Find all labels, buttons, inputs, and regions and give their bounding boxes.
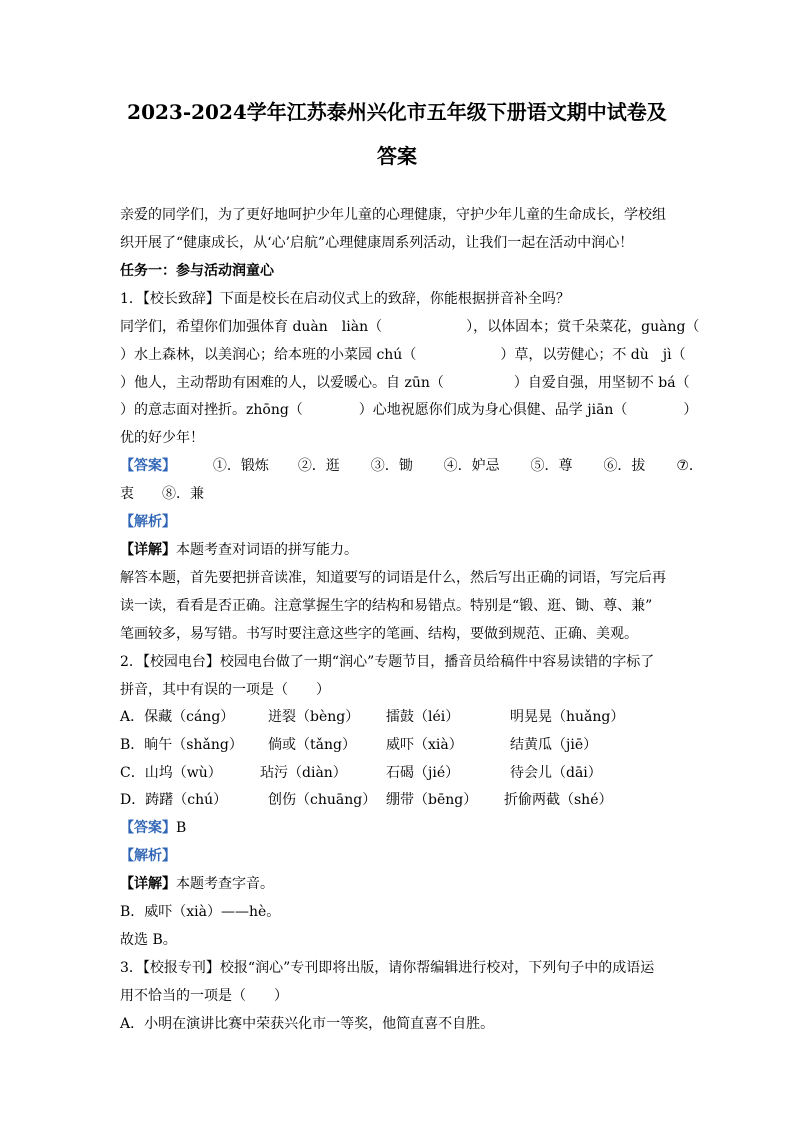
q1-answer-item: ②．逛 — [297, 458, 340, 474]
q2-option-row-a — [120, 706, 624, 726]
q2-option-b-2: 倘或（tǎng） — [268, 737, 356, 753]
q1-explain-1: 解答本题，首先要把拼音读准，知道要写的词语是什么，然后写出正确的词语，写完后再 — [120, 570, 666, 586]
document-title-line1: 2023-2024学年江苏泰州兴化市五年级下册语文期中试卷及 — [127, 100, 667, 124]
task1-heading: 任务一：参与活动润童心 — [120, 263, 274, 279]
q2-option-c-3: 石碣（jié） — [386, 765, 460, 781]
q1-answer-item: ⑦． — [676, 458, 703, 474]
q2-option-a-2: 迸裂（bèng） — [268, 709, 360, 725]
q1-explain-2: 读一读，看看是否正确。注意掌握生字的结构和易错点。特别是“锻、逛、锄、尊、兼” — [120, 598, 653, 614]
q1-detail-text: 本题考查对词语的拼写能力。 — [176, 542, 358, 558]
q1-answer-line-2: 衷 ⑧．兼 — [120, 486, 204, 502]
q1-answer-label: 【答案】 — [120, 458, 176, 474]
q2-option-row-c — [120, 762, 602, 782]
intro-line-2: 织开展了“健康成长，从‘心’启航”心理健康周系列活动，让我们一起在活动中润心！ — [120, 235, 634, 251]
q2-stem-1: 2．【校园电台】校园电台做了一期“润心”专题节目，播音员给稿件中容易读错的字标了 — [120, 654, 655, 670]
q1-answer-item: ⑥．拔 — [603, 458, 646, 474]
q1-analysis-label: 【解析】 — [120, 514, 176, 530]
q1-line-2: ）水上森林，以美润心；给本班的小菜园 chú（ ）草，以劳健心；不 dù jì（ — [120, 347, 686, 363]
q2-option-a-4: 明晃晃（huǎng） — [510, 709, 625, 725]
q2-option-b-1: B．晌午（shǎng） — [120, 737, 243, 753]
q2-detail-text: 本题考查字音。 — [176, 876, 274, 892]
q1-answer-item: ⑤．尊 — [530, 458, 573, 474]
q1-explain-3: 笔画较多，易写错。书写时要注意这些字的笔画、结构，要做到规范、正确、美观。 — [120, 626, 638, 642]
q2-option-b-3: 威吓（xià） — [386, 737, 463, 753]
q2-option-c-2: 玷污（diàn） — [260, 765, 347, 781]
intro-line-1: 亲爱的同学们，为了更好地呵护少年儿童的心理健康，守护少年儿童的生命成长，学校组 — [120, 207, 666, 223]
q2-stem-2: 拼音，其中有误的一项是（ ） — [120, 682, 330, 698]
q2-explain-1: B．威吓（xià）——hè。 — [120, 904, 281, 920]
q2-answer-label: 【答案】 — [120, 820, 176, 836]
q2-detail-label: 【详解】 — [120, 876, 176, 892]
q2-option-d-3: 绷带（bēng） — [386, 792, 478, 808]
q1-answer-row — [120, 455, 703, 475]
document-title-line2: 答案 — [377, 144, 417, 168]
q1-answer-item: ④．妒忌 — [443, 458, 500, 474]
q1-detail-label: 【详解】 — [120, 542, 176, 558]
q2-option-a-1: A．保藏（cáng） — [120, 709, 235, 725]
q2-answer-value: B — [176, 820, 187, 836]
q2-option-c-4: 待会儿（dāi） — [510, 765, 602, 781]
q1-detail — [120, 539, 358, 559]
q2-option-c-1: C．山坞（wù） — [120, 765, 222, 781]
q3-option-a: A．小明在演讲比赛中荣获兴化市一等奖，他简直喜不自胜。 — [120, 1016, 495, 1032]
q1-line-4: ）的意志面对挫折。zhōng（ ）心地祝愿你们成为身心俱健、品学 jiān（ ） — [120, 402, 698, 418]
q1-line-1: 同学们，希望你们加强体育 duàn liàn（ ），以体固本；赏千朵菜花，guàng（ — [120, 319, 700, 335]
q2-explain-2: 故选 B。 — [120, 932, 177, 948]
q2-analysis-label: 【解析】 — [120, 848, 176, 864]
q1-line-3: ）他人，主动帮助有困难的人，以爱暖心。自 zūn（ ）自爱自强，用坚韧不 bá（ — [120, 375, 690, 391]
q2-option-row-b — [120, 734, 597, 754]
q3-stem-1: 3．【校报专刊】校报“润心”专刊即将出版，请你帮编辑进行校对，下列句子中的成语运 — [120, 960, 655, 976]
q2-detail — [120, 873, 274, 893]
q1-line-5: 优的好少年！ — [120, 430, 204, 446]
q2-option-d-4: 折偷两截（shé） — [504, 792, 613, 808]
q2-option-d-2: 创伤（chuāng） — [268, 792, 377, 808]
q3-stem-2: 用不恰当的一项是（ ） — [120, 988, 288, 1004]
q1-answer-item: ①．锻炼 — [212, 458, 269, 474]
q1-answer-item: ③．锄 — [370, 458, 413, 474]
q1-stem: 1．【校长致辞】下面是校长在启动仪式上的致辞，你能根据拼音补全吗？ — [120, 291, 570, 307]
q2-option-d-1: D．踌躇（chú） — [120, 792, 228, 808]
q2-option-b-4: 结黄瓜（jiē） — [510, 737, 598, 753]
q2-answer-row — [120, 817, 186, 837]
q2-option-row-d — [120, 789, 613, 809]
q2-option-a-3: 擂鼓（léi） — [386, 709, 460, 725]
